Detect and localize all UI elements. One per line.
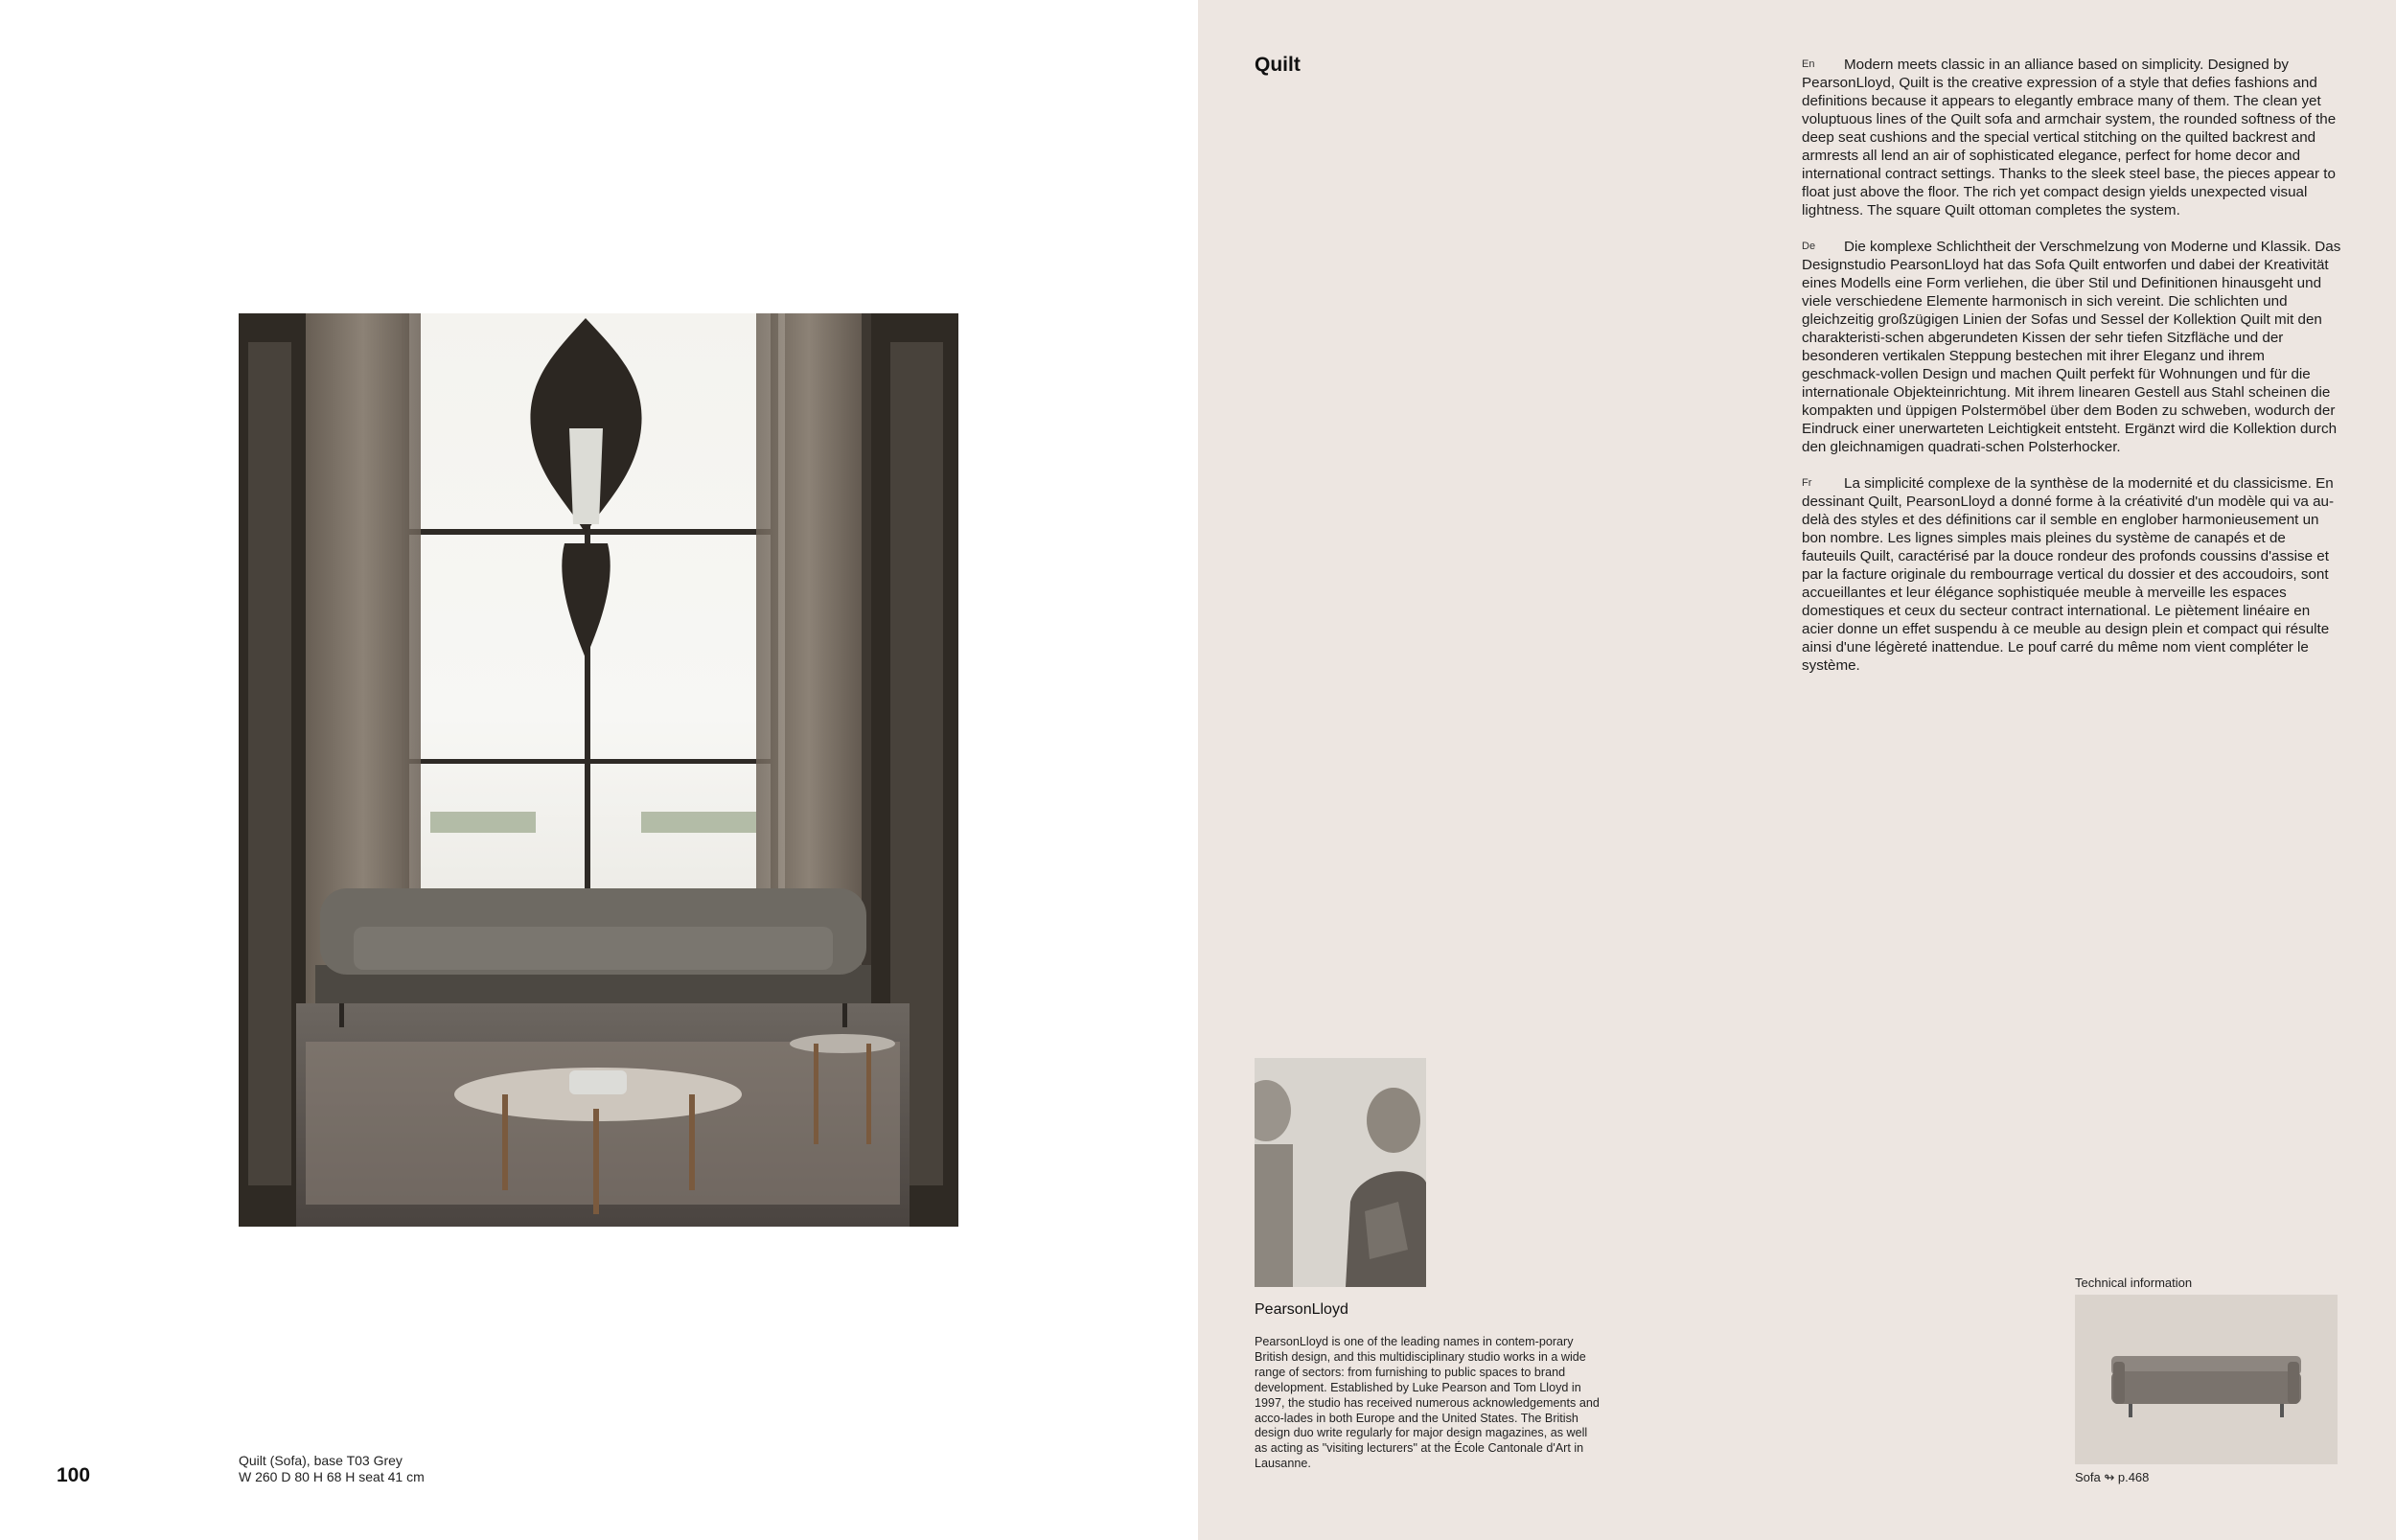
language-code-fr: Fr	[1802, 477, 1812, 489]
sofa-thumbnail[interactable]	[2075, 1295, 2338, 1464]
caption-line-1: Quilt (Sofa), base T03 Grey	[239, 1453, 403, 1468]
designer-bio: PearsonLloyd is one of the leading names in contem-porary British design, and this multidisciplinary studio works in a wide range of sectors: from furnishing to public spaces to brand development. Established by Luke Pearson and Tom Lloyd in 1997, the studio has received numerous acknowledgements and acco-lades in both Europe and the United States. The British design duo write regularly for major design magazines, as well as acting as "visiting lecturers" at the École Cantonale d'Art in Lausanne.	[1255, 1335, 1600, 1471]
technical-information-label: Technical information	[2075, 1276, 2193, 1290]
language-code-en: En	[1802, 58, 1815, 70]
product-descriptions	[1802, 56, 2343, 693]
designer-name: PearsonLloyd	[1255, 1301, 1348, 1318]
sofa-page-link[interactable]: Sofa ↬ p.468	[2075, 1470, 2150, 1484]
description-text-en: Modern meets classic in an alliance based on simplicity. Designed by PearsonLloyd, Quilt is the creative expression of a style that defies fashions and definitions because it appears to elegantly embrace many of them. The clean yet voluptuous lines of the Quilt sofa and armchair system, the rounded softness of the deep seat cushions and the special vertical stitching on the quilted backrest and armrests all lend an air of sophisticated elegance, perfect for home decor and international contract settings. Thanks to the sleek steel base, the pieces appear to float just above the floor. The rich yet compact design yields unexpected visual lightness. The square Quilt ottoman completes the system.	[1802, 57, 2337, 218]
page-number: 100	[57, 1464, 91, 1486]
description-text-de: Die komplexe Schlichtheit der Verschmelzung von Moderne und Klassik. Das Designstudio PearsonLloyd hat das Sofa Quilt entworfen und dabei der Kreativität eines Modells eine Form verliehen, die über Stil und Definitionen hinausgeht und viele verschiedene Elemente harmonisch in sich vereint. Die schlichten und gleichzeitig großzügigen Linien der Sofas und Sessel der Kollektion Quilt mit den charakteristi-schen abgerundeten Kissen der sehr tiefen Sitzfläche und der besonderen vertikalen Steppung bestechen mit ihrer Eleganz und ihrem geschmack-vollen Design und machen Quilt perfekt für Wohnungen und für die internationale Objekteinrichtung. Mit ihrem linearen Gestell aus Stahl scheinen die kompakten und üppigen Polstermöbel über dem Boden zu schweben, wodurch der Eindruck einer unerwarteten Leichtigkeit entsteht. Ergänzt wird die Kollektion durch den gleichnamigen quadrati-schen Polsterhocker.	[1802, 239, 2341, 455]
description-de	[1802, 238, 2343, 456]
photo-caption	[239, 1453, 425, 1485]
product-title: Quilt	[1255, 54, 1301, 76]
language-code-de: De	[1802, 241, 1816, 252]
designer-portrait	[1255, 1058, 1426, 1287]
description-en	[1802, 56, 2343, 219]
description-text-fr: La simplicité complexe de la synthèse de la modernité et du classicisme. En dessinant Quilt, PearsonLloyd a donné forme à la créativité d'un modèle qui va au-delà des styles et des définitions car il semble en englober harmonieusement un bon nombre. Les lignes simples mais pleines du système de canapés et de fauteuils Quilt, caractérisé par la douce rondeur des profonds coussins d'assise et par la facture originale du rembourrage vertical du dossier et des accoudoirs, sont accueillantes et leur élégance sophistiquée meuble à merveille les espaces domestiques et ceux du secteur contract international. Le piètement linéaire en acier donne un effet suspendu à ce meuble au design plein et compact qui résulte ainsi d'une légèreté inattendue. Le pouf carré du même nom vient compléter le système.	[1802, 475, 2335, 674]
interior-photo	[239, 313, 958, 1227]
description-fr	[1802, 474, 2343, 675]
caption-line-2: W 260 D 80 H 68 H seat 41 cm	[239, 1469, 425, 1484]
